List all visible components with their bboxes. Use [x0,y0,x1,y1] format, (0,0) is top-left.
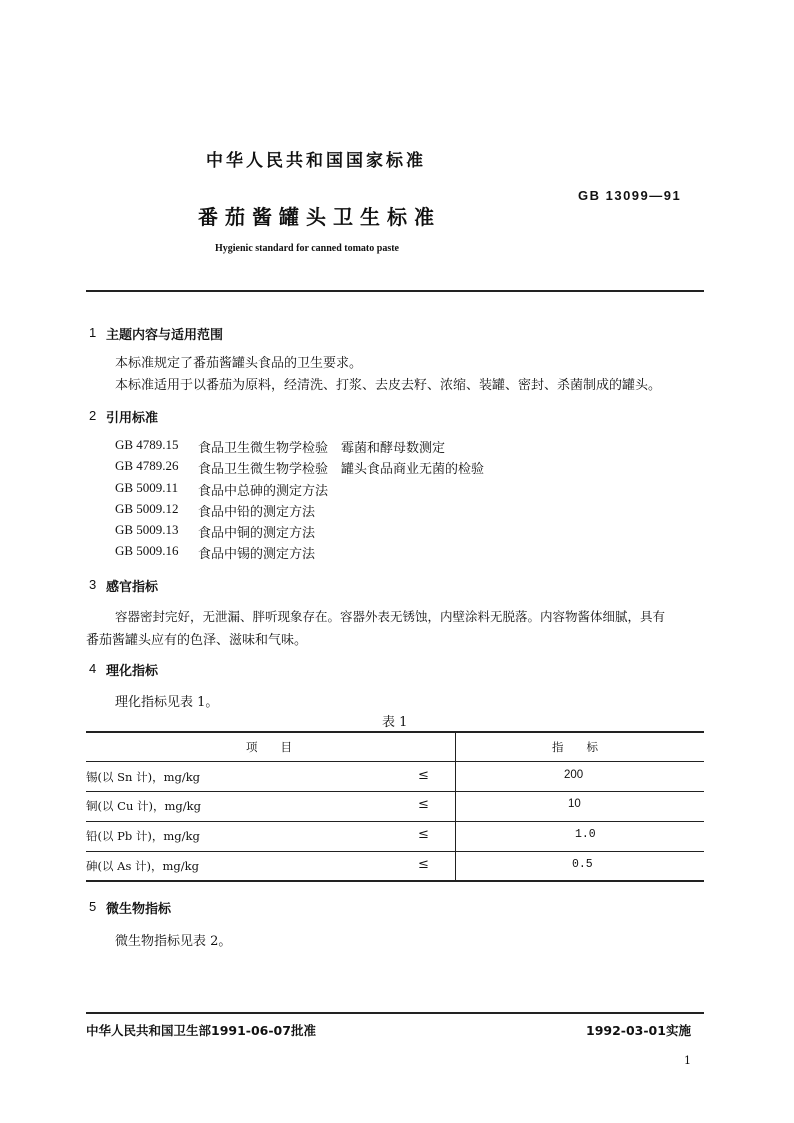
table-row-item: 锡(以 Sn 计)，mg/kg [86,770,201,784]
section-3-title: 感官指标 [106,580,159,595]
table-header-item: 项 目 [246,740,292,754]
national-standard-heading: 中华人民共和国国家标准 [206,151,426,171]
section-4-para: 理化指标见表 1。 [115,695,219,710]
reference-code: GB 5009.13 [115,522,179,537]
table-row-operator: ≤ [418,797,429,812]
table-row-value: 1.0 [575,828,596,841]
reference-title: 食品卫生微生物学检验 霉菌和酵母数测定 [198,441,446,456]
table-row-rule [86,851,704,852]
reference-title: 食品中铅的测定方法 [198,505,316,520]
section-5-title: 微生物指标 [106,902,172,917]
section-1-number: 1 [89,325,97,340]
section-3-line-1: 容器密封完好，无泄漏、胖听现象存在。容器外表无锈蚀，内壁涂料无脱落。内容物酱体细腻，具有 [115,609,666,624]
table-row-rule [86,821,704,822]
effective-date: 1992-03-01实施 [586,1023,691,1038]
section-1-para-1: 本标准规定了番茄酱罐头食品的卫生要求。 [115,356,363,371]
table-top-rule [86,731,704,733]
section-1-para-2: 本标准适用于以番茄为原料，经清洗、打浆、去皮去籽、浓缩、装罐、密封、杀菌制成的罐头。 [115,378,662,393]
section-2-number: 2 [89,408,97,423]
footer-rule [86,1012,704,1014]
table-column-divider [455,731,456,881]
table-row-item: 砷(以 As 计)，mg/kg [86,859,199,873]
document-title-cn: 番茄酱罐头卫生标准 [198,205,441,229]
section-3-line-2: 番茄酱罐头应有的色泽、滋味和气味。 [86,633,308,648]
section-2-title: 引用标准 [106,411,159,426]
table-1 [86,731,704,881]
table-row-operator: ≤ [418,857,429,872]
section-5-para: 微生物指标见表 2。 [115,934,232,949]
table-row-item: 铜(以 Cu 计)，mg/kg [86,799,201,813]
table-row-operator: ≤ [418,768,429,783]
section-1-title: 主题内容与适用范围 [106,328,224,343]
reference-code: GB 5009.11 [115,480,179,495]
table-row-value: 10 [568,798,581,810]
reference-title: 食品卫生微生物学检验 罐头食品商业无菌的检验 [198,462,485,477]
table-bottom-rule [86,880,704,882]
document-title-en: Hygienic standard for canned tomato paste [215,243,399,254]
standard-code: GB 13099—91 [578,188,682,203]
section-5-number: 5 [89,899,97,914]
table-row-rule [86,791,704,792]
table-row-value: 200 [564,769,584,781]
reference-title: 食品中锡的测定方法 [198,547,316,562]
table-row-operator: ≤ [418,827,429,842]
page-number: 1 [684,1054,691,1067]
reference-code: GB 5009.12 [115,501,179,516]
table-row-value: 0.5 [572,858,593,871]
reference-title: 食品中铜的测定方法 [198,526,316,541]
table-header-index: 指 标 [552,740,598,754]
reference-title: 食品中总砷的测定方法 [198,484,329,499]
reference-code: GB 4789.15 [115,437,179,452]
reference-code: GB 5009.16 [115,543,179,558]
header-rule [86,290,704,292]
approval-line: 中华人民共和国卫生部1991-06-07批准 [86,1023,316,1038]
table-row-item: 铅(以 Pb 计)，mg/kg [86,829,200,843]
reference-code: GB 4789.26 [115,458,179,473]
table-header-rule [86,761,704,762]
section-4-title: 理化指标 [106,664,159,679]
section-4-number: 4 [89,661,97,676]
section-3-number: 3 [89,577,97,592]
table-1-caption: 表 1 [382,715,408,730]
